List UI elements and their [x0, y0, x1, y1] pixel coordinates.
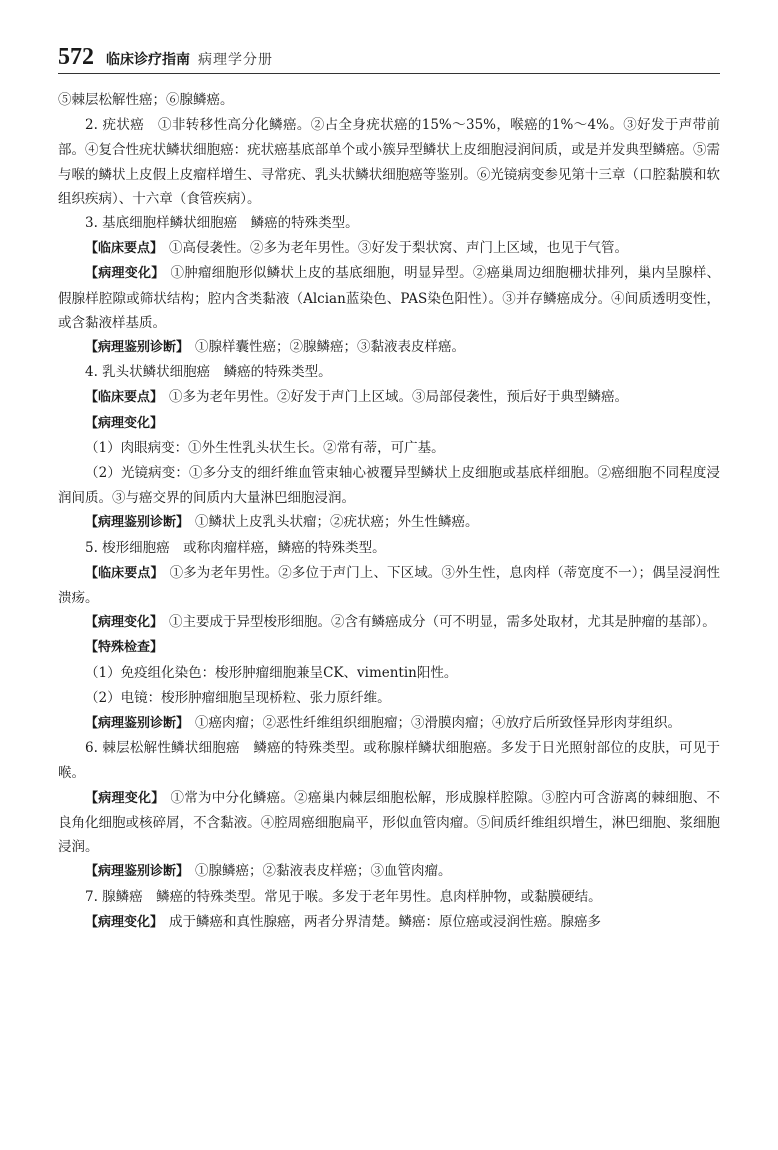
bracket-label: 【病理鉴别诊断】: [85, 340, 190, 356]
paragraph: （2）电镜：梭形肿瘤细胞呈现桥粒、张力原纤维。: [85, 689, 391, 706]
paragraph: （1）免疫组化染色：梭形肿瘤细胞兼呈CK、vimentin阳性。: [85, 664, 458, 681]
bracket-label: 【病理变化】: [85, 615, 164, 631]
page-header: [58, 38, 720, 74]
bracket-label: 【病理变化】: [85, 790, 165, 806]
paragraph: （1）肉眼病变：①外生性乳头状生长。②常有蒂，可广基。: [85, 439, 445, 456]
paragraph: （2）光镜病变：①多分支的细纤维血管束轴心被覆异型鳞状上皮细胞或基底样细胞。②癌细胞不同程度浸润间质。③与癌交界的间质内大量淋巴细胞浸润。: [58, 465, 720, 507]
section-heading: 3. 基底细胞样鳞状细胞癌 鳞癌的特殊类型。: [85, 215, 359, 232]
bracket-label: 【病理变化】: [85, 266, 165, 282]
paragraph: 【临床要点】 ①多为老年男性。②多位于声门上、下区域。③外生性，息肉样（蒂宽度不一）；偶呈浸润性溃疡。: [58, 564, 720, 607]
page-number: 572: [58, 44, 94, 70]
paragraph: [58, 411, 720, 436]
bracket-label: 【特殊检查】: [85, 640, 164, 656]
paragraph: 2. 疣状癌 ①非转移性高分化鳞癌。②占全身疣状癌的15%～35%，喉癌的1%～4%。③好发于声带前部。④复合性疣状鳞状细胞癌：疣状癌基底部单个或小簇异型鳞状上皮细胞浸润间质，或是并发典型鳞癌。⑤需与喉的鳞状上皮假上皮瘤样增生、寻常疣、乳头状鳞状细胞癌等鉴别。⑥光镜病变参见第十三章（口腔黏膜和软组织疾病）、十六章（食管疾病）。: [58, 117, 720, 207]
paragraph: 【病理鉴别诊断】 ①癌肉瘤；②恶性纤维组织细胞瘤；③滑膜肉瘤；④放疗后所致怪异形肉芽组织。: [85, 715, 682, 732]
paragraph: 【临床要点】 ①多为老年男性。②好发于声门上区域。③局部侵袭性，预后好于典型鳞癌。: [85, 389, 629, 406]
paragraph: 【病理变化】 成于鳞癌和真性腺癌，两者分界清楚。鳞癌：原位癌或浸润性癌。腺癌多: [85, 913, 602, 930]
bracket-label: 【病理变化】: [85, 914, 164, 930]
paragraph: 【病理鉴别诊断】 ①腺鳞癌；②黏液表皮样癌；③血管肉瘤。: [85, 863, 452, 880]
bracket-label: 【临床要点】: [85, 565, 164, 581]
paragraph: 【临床要点】 ①高侵袭性。②多为老年男性。③好发于梨状窝、声门上区域，也见于气管。: [85, 240, 629, 257]
paragraph: [58, 635, 720, 660]
section-heading: 4. 乳头状鳞状细胞癌 鳞癌的特殊类型。: [85, 364, 332, 381]
bracket-label: 【病理鉴别诊断】: [85, 716, 190, 732]
page-body: [58, 88, 720, 935]
bracket-label: 【病理鉴别诊断】: [85, 515, 190, 531]
book-subtitle: 病理学分册: [198, 52, 273, 68]
paragraph: 【病理变化】 ①肿瘤细胞形似鳞状上皮的基底细胞，明显异型。②癌巢周边细胞栅状排列，巢内呈腺样、假腺样腔隙或筛状结构；腔内含类黏液（Alcian蓝染色、PAS染色阳性）。③并存鳞癌成分。④间质透明变性，或含黏液样基质。: [58, 265, 720, 331]
bracket-label: 【临床要点】: [85, 390, 164, 406]
section-heading: 5. 梭形细胞癌 或称肉瘤样癌，鳞癌的特殊类型。: [85, 539, 386, 556]
section-heading: 6. 棘层松解性鳞状细胞癌 鳞癌的特殊类型。或称腺样鳞状细胞癌。多发于日光照射部位的皮肤，可见于喉。: [58, 740, 720, 782]
paragraph: ⑤棘层松解性癌；⑥腺鳞癌。: [58, 92, 234, 108]
paragraph: 【病理鉴别诊断】 ①鳞状上皮乳头状瘤；②疣状癌；外生性鳞癌。: [85, 514, 479, 531]
bracket-label: 【临床要点】: [85, 241, 164, 257]
paragraph: 【病理变化】 ①主要成于异型梭形细胞。②含有鳞癌成分（可不明显，需多处取材，尤其是肿瘤的基部）。: [85, 614, 716, 631]
paragraph: 【病理变化】 ①常为中分化鳞癌。②癌巢内棘层细胞松解，形成腺样腔隙。③腔内可含游离的棘细胞、不良角化细胞或核碎屑，不含黏液。④腔周癌细胞扁平，形似血管肉瘤。⑤间质纤维组织增生，淋巴细胞、浆细胞浸润。: [58, 789, 720, 856]
section-heading: 7. 腺鳞癌 鳞癌的特殊类型。常见于喉。多发于老年男性。息肉样肿物，或黏膜硬结。: [85, 888, 602, 905]
paragraph: 【病理鉴别诊断】 ①腺样囊性癌；②腺鳞癌；③黏液表皮样癌。: [85, 339, 466, 356]
bracket-label: 【病理鉴别诊断】: [85, 864, 190, 880]
book-title: 临床诊疗指南: [106, 52, 190, 68]
bracket-label: 【病理变化】: [85, 415, 164, 431]
